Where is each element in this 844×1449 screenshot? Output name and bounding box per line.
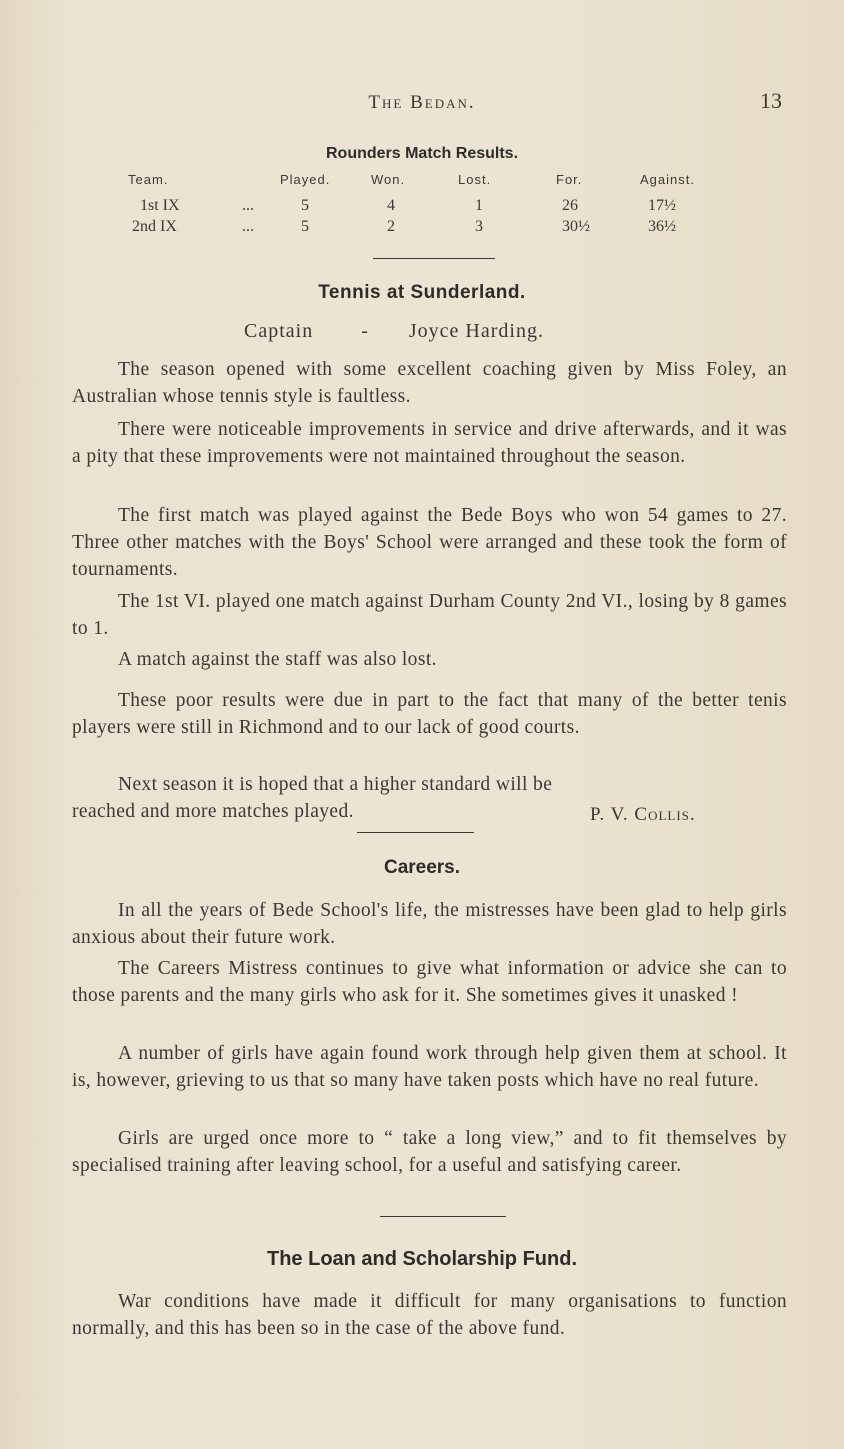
section-divider [357, 832, 474, 833]
won-cell: 2 [387, 218, 395, 235]
tennis-paragraph: A match against the staff was also lost. [118, 649, 437, 670]
author-signature [590, 804, 696, 826]
tennis-heading: Tennis at Sunderland. [318, 282, 526, 303]
for-cell: 26 [562, 197, 578, 214]
captain-dash: - [361, 320, 369, 342]
team-cell: 1st IX [140, 197, 180, 214]
lost-cell: 3 [475, 218, 483, 235]
won-cell: 4 [387, 197, 395, 214]
captain-name: Joyce Harding. [408, 320, 544, 342]
results-header-row [128, 172, 728, 193]
for-cell: 30½ [562, 218, 590, 235]
column-header-played: Played. [280, 172, 331, 187]
tennis-paragraph: Next season it is hoped that a higher standard will be reached and more matches played. [72, 774, 553, 822]
page-number: 13 [760, 88, 782, 113]
column-header-for: For. [556, 172, 583, 187]
rounders-results-table [128, 172, 728, 239]
tennis-paragraph: There were noticeable improvements in service and drive afterwards, and it was a pity that these improvements were not maintained throughout the season. [72, 419, 787, 467]
column-header-team: Team. [128, 172, 169, 187]
leader-dots: ... [242, 218, 254, 235]
table-row [128, 218, 728, 239]
lost-cell: 1 [475, 197, 483, 214]
tennis-paragraph: The first match was played against the Bede Boys who won 54 games to 27. Three other matches with the Boys' School were arranged and these took the form of tournaments. [72, 505, 787, 580]
tennis-paragraph: The season opened with some excellent coaching given by Miss Foley, an Australian whose tennis style is faultless. [72, 359, 787, 407]
careers-paragraph: A number of girls have again found work through help given them at school. It is, however, grieving to us that so many have taken posts which have no real future. [72, 1043, 787, 1091]
careers-heading: Careers. [383, 857, 461, 878]
column-header-against: Against. [640, 172, 695, 187]
loan-fund-heading: The Loan and Scholarship Fund. [266, 1248, 577, 1270]
against-cell: 36½ [648, 218, 676, 235]
captain-line [244, 320, 544, 343]
table-row [128, 197, 728, 218]
column-header-won: Won. [371, 172, 406, 187]
leader-dots: ... [242, 197, 254, 214]
played-cell: 5 [301, 218, 309, 235]
rounders-heading: Rounders Match Results. [325, 145, 519, 162]
section-divider [373, 258, 495, 259]
loan-fund-paragraph: War conditions have made it difficult for many organisations to function normally, and this has been so in the case of the above fund. [72, 1291, 787, 1339]
played-cell: 5 [301, 197, 309, 214]
column-header-lost: Lost. [458, 172, 492, 187]
tennis-paragraph: The 1st VI. played one match against Durham County 2nd VI., losing by 8 games to 1. [72, 591, 787, 639]
running-title: The Bedan. [368, 92, 476, 113]
careers-paragraph: The Careers Mistress continues to give what information or advice she can to those parents and the many girls who ask for it. She sometimes gives it unasked ! [72, 958, 787, 1006]
signature-text: P. V. Collis. [590, 804, 696, 825]
section-divider [380, 1216, 506, 1217]
careers-paragraph: Girls are urged once more to “ take a long view,” and to fit themselves by specialised training after leaving school, for a useful and satisfying career. [72, 1128, 787, 1176]
tennis-paragraph: These poor results were due in part to the fact that many of the better tenis players were still in Richmond and to our lack of good courts. [72, 690, 787, 738]
against-cell: 17½ [648, 197, 676, 214]
team-cell: 2nd IX [132, 218, 177, 235]
careers-paragraph: In all the years of Bede School's life, the mistresses have been glad to help girls anxious about their future work. [72, 900, 787, 948]
captain-label: Captain [244, 320, 314, 342]
